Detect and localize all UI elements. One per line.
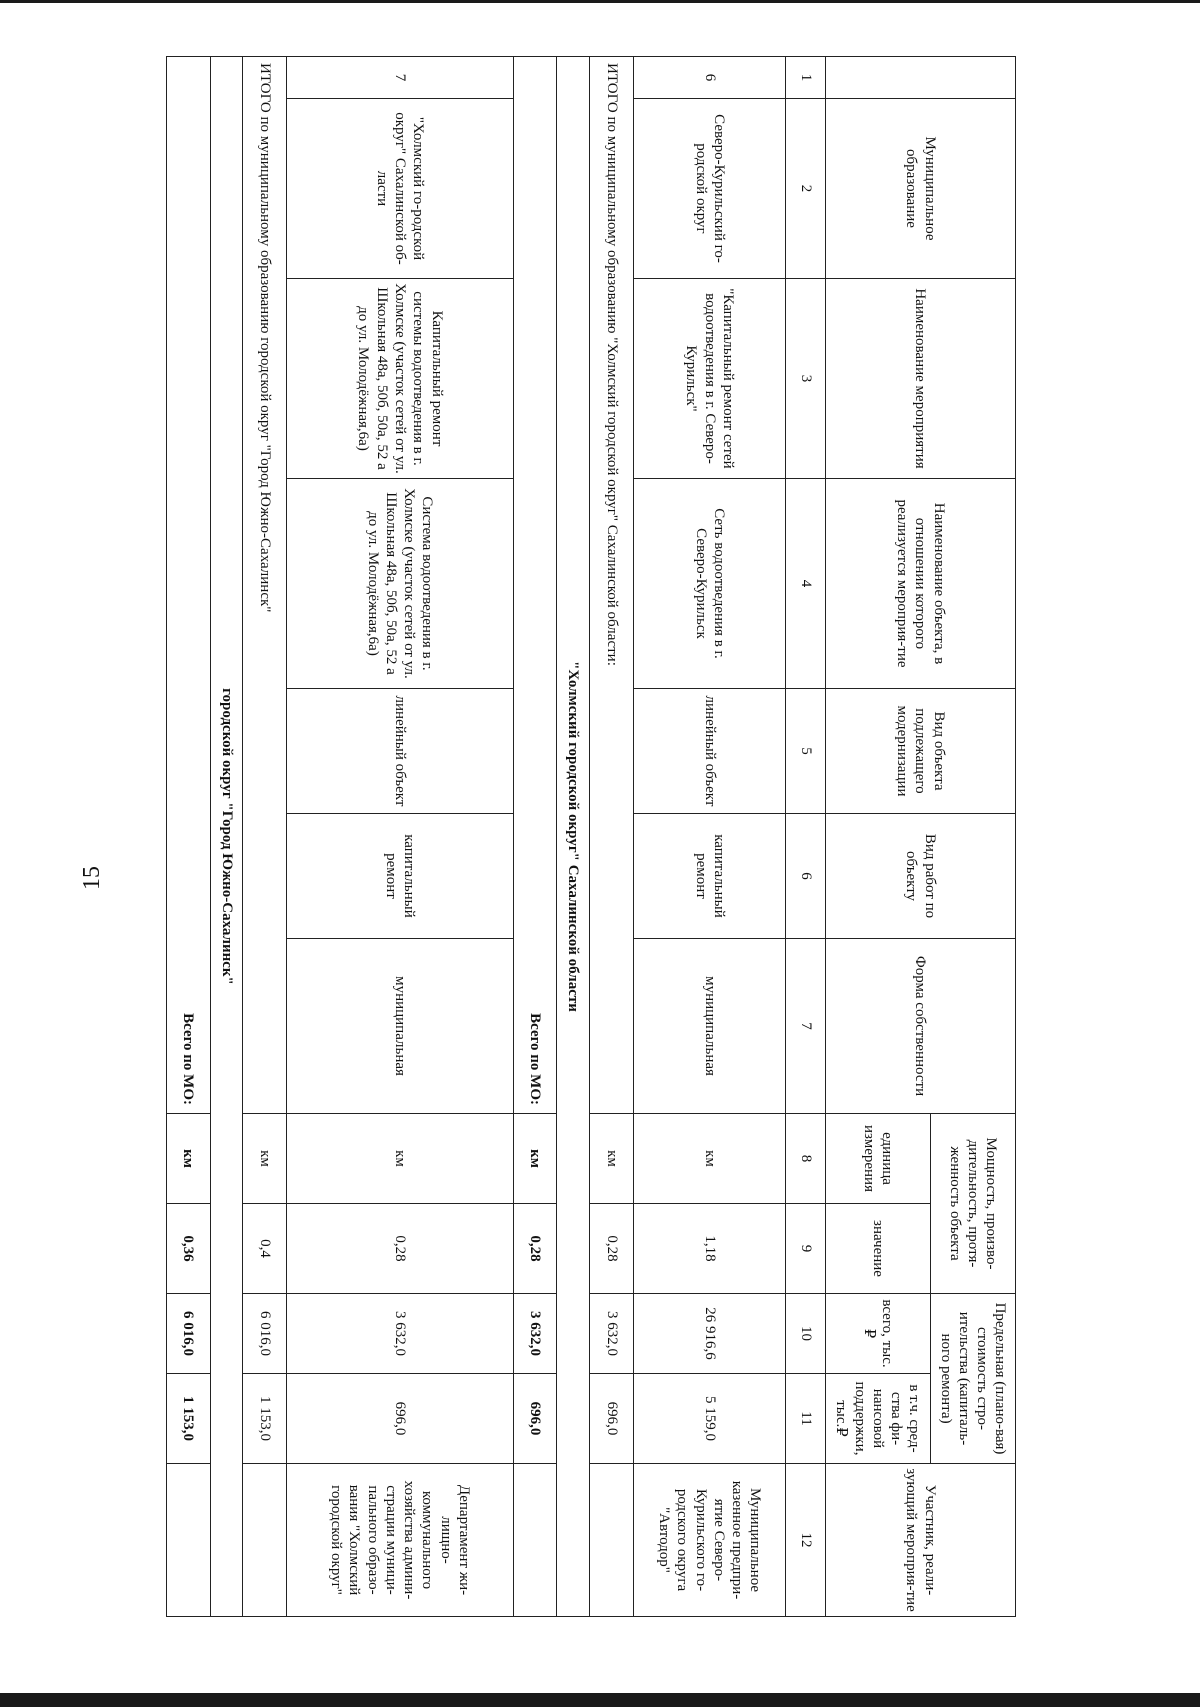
header-cost: Предельная (плано-вая) стоимость стро-ительства (капиталь-ного ремонта) xyxy=(930,1294,1015,1464)
col-num: 3 xyxy=(786,279,825,479)
col-num: 10 xyxy=(786,1294,825,1374)
object-cell: Система водоотведения в г. Холмске (участок сетей от ул. Школьная 48а, 50б, 50а, 52 а до ул. Молодёжная,6а) xyxy=(286,479,513,689)
vsego-value: 0,28 xyxy=(513,1204,557,1294)
itogo-row-severo xyxy=(590,57,634,1617)
header-participant: Участник, реали-зующий мероприя-тие xyxy=(825,1464,1015,1617)
vsego-total: 3 632,0 xyxy=(513,1294,557,1374)
section-title: "Холмский городской округ" Сахалинской области xyxy=(557,57,590,1617)
unit-cell: км xyxy=(286,1114,513,1204)
object-cell: Сеть водоотведения в г. Северо-Курильск xyxy=(633,479,786,689)
col-num: 2 xyxy=(786,99,825,279)
header-value: значение xyxy=(825,1204,930,1294)
header-work-type: Вид работ по объекту xyxy=(825,814,1015,939)
row-number: 7 xyxy=(286,57,513,99)
rotated-table-container xyxy=(166,56,1016,1616)
col-num: 7 xyxy=(786,939,825,1114)
section-row-kholmsk xyxy=(557,57,590,1617)
object-type-cell: линейный объект xyxy=(286,689,513,814)
municipality-cell: Северо-Курильский го-родской округ xyxy=(633,99,786,279)
itogo-support: 696,0 xyxy=(590,1374,634,1464)
itogo-label: ИТОГО по муниципальному образованию городской округ "Город Южно-Сахалинск" xyxy=(243,57,287,1114)
itogo-value: 0,4 xyxy=(243,1204,287,1294)
col-num: 9 xyxy=(786,1204,825,1294)
header-total: всего, тыс.₽ xyxy=(825,1294,930,1374)
header-c1 xyxy=(825,57,1015,99)
col-num: 8 xyxy=(786,1114,825,1204)
itogo-total: 3 632,0 xyxy=(590,1294,634,1374)
participant-cell: Департамент жи-лищно-коммунального хозяйства админи-страции муници-пального образо-вания "Холмский городской округ" xyxy=(286,1464,513,1617)
header-unit: единица измерения xyxy=(825,1114,930,1204)
header-object: Наименование объекта, в отношении которого реализуется мероприя-тие xyxy=(825,479,1015,689)
total-cell: 26 916,6 xyxy=(633,1294,786,1374)
investment-table xyxy=(166,56,1016,1617)
object-type-cell: линейный объект xyxy=(633,689,786,814)
col-num: 5 xyxy=(786,689,825,814)
header-support: в т.ч. сред-ства фи-нансовой поддержки, тыс.₽ xyxy=(825,1374,930,1464)
scan-bottom-edge xyxy=(0,1693,1200,1707)
col-num: 6 xyxy=(786,814,825,939)
section-title: городской округ "Город Южно-Сахалинск" xyxy=(210,57,243,1617)
header-row-1 xyxy=(930,57,1015,1617)
itogo-value: 0,28 xyxy=(590,1204,634,1294)
vsego-support: 1 153,0 xyxy=(167,1374,211,1464)
vsego-unit: км xyxy=(513,1114,557,1204)
vsego-label: Всего по МО: xyxy=(513,57,557,1114)
col-num: 11 xyxy=(786,1374,825,1464)
section-row-yuzhno xyxy=(210,57,243,1617)
vsego-unit: км xyxy=(167,1114,211,1204)
itogo-total: 6 016,0 xyxy=(243,1294,287,1374)
event-cell: Капитальный ремонт системы водоотведения в г. Холмске (участок сетей от ул. Школьная 48а, 50б, 50а, 52 а до ул. Молодёжная,6а) xyxy=(286,279,513,479)
column-number-row xyxy=(786,57,825,1617)
vsego-row-yuzhno xyxy=(167,57,211,1617)
ownership-cell: муниципальная xyxy=(633,939,786,1114)
header-event: Наименование мероприятия xyxy=(825,279,1015,479)
header-ownership: Форма собственности xyxy=(825,939,1015,1114)
itogo-blank xyxy=(590,1464,634,1617)
itogo-support: 1 153,0 xyxy=(243,1374,287,1464)
col-num: 4 xyxy=(786,479,825,689)
scan-top-edge xyxy=(0,0,1200,3)
header-municipality: Муниципальное образование xyxy=(825,99,1015,279)
vsego-blank xyxy=(167,1464,211,1617)
ownership-cell: муниципальная xyxy=(286,939,513,1114)
page-number: 15 xyxy=(79,866,105,890)
itogo-blank xyxy=(243,1464,287,1617)
itogo-row-kholmsk xyxy=(243,57,287,1617)
vsego-blank xyxy=(513,1464,557,1617)
table-row-6 xyxy=(633,57,786,1617)
row-number: 6 xyxy=(633,57,786,99)
itogo-unit: км xyxy=(590,1114,634,1204)
support-cell: 696,0 xyxy=(286,1374,513,1464)
table-row-7 xyxy=(286,57,513,1617)
unit-cell: км xyxy=(633,1114,786,1204)
vsego-total: 6 016,0 xyxy=(167,1294,211,1374)
itogo-label: ИТОГО по муниципальному образованию "Холмский городской округ" Сахалинской области: xyxy=(590,57,634,1114)
value-cell: 0,28 xyxy=(286,1204,513,1294)
support-cell: 5 159,0 xyxy=(633,1374,786,1464)
total-cell: 3 632,0 xyxy=(286,1294,513,1374)
header-object-type: Вид объекта подлежащего модернизации xyxy=(825,689,1015,814)
itogo-unit: км xyxy=(243,1114,287,1204)
vsego-value: 0,36 xyxy=(167,1204,211,1294)
vsego-row-kholmsk xyxy=(513,57,557,1617)
col-num: 12 xyxy=(786,1464,825,1617)
value-cell: 1,18 xyxy=(633,1204,786,1294)
participant-cell: Муниципальное казенное предпри-ятие Северо-Курильского го-родского округа "Автодор" xyxy=(633,1464,786,1617)
event-cell: "Капитальный ремонт сетей водоотведения в г. Северо-Курильск" xyxy=(633,279,786,479)
vsego-label: Всего по МО: xyxy=(167,57,211,1114)
work-type-cell: капитальный ремонт xyxy=(286,814,513,939)
header-capacity: Мощность, произво-дительность, протя-женность объекта xyxy=(930,1114,1015,1294)
vsego-support: 696,0 xyxy=(513,1374,557,1464)
work-type-cell: капитальный ремонт xyxy=(633,814,786,939)
municipality-cell: "Холмский го-родской округ" Сахалинской об-ласти xyxy=(286,99,513,279)
col-num: 1 xyxy=(786,57,825,99)
